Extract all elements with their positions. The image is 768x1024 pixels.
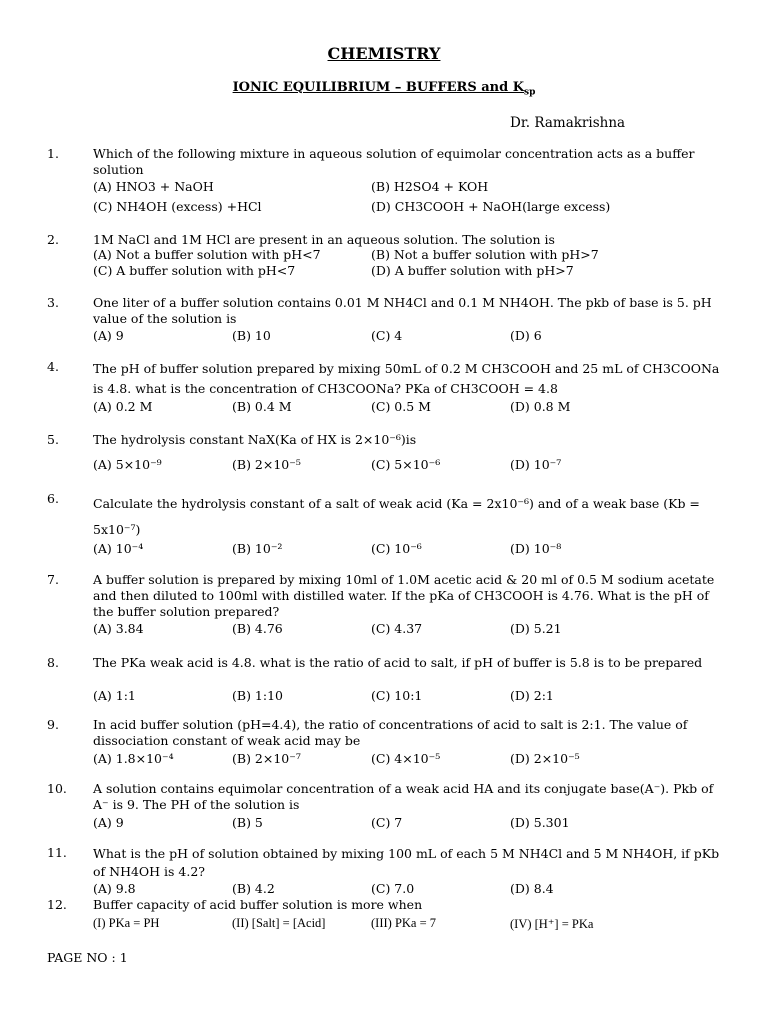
option-d: (D) 6 [510,328,542,343]
question-text: Buffer capacity of acid buffer solution is more when [93,897,423,912]
option-b: (B) 10 [232,328,271,343]
option-c: (C) 4.37 [371,621,423,636]
question-number: 4. [47,359,59,374]
option-c: (C) 10⁻⁶ [371,541,422,556]
options-row [93,399,733,415]
option-c: (C) NH4OH (excess) +HCl [93,199,262,214]
question-number: 1. [47,146,59,161]
question-number: 3. [47,295,59,310]
option-d: (D) A buffer solution with pH>7 [371,263,574,278]
author-name: Dr. Ramakrishna [510,115,626,131]
question-number: 5. [47,432,59,447]
option-a: (A) 9 [93,815,124,830]
options-row [93,457,733,473]
option-b: (B) Not a buffer solution with pH>7 [371,247,599,262]
option-c: (C) A buffer solution with pH<7 [93,263,296,278]
option-d: (D) 10⁻⁷ [510,457,562,472]
option-a: (A) 9.8 [93,881,136,896]
options-row [93,541,733,557]
option-a: (A) 1:1 [93,688,136,703]
option-c: (C) 10:1 [371,688,423,703]
option-a: (A) Not a buffer solution with pH<7 [93,247,321,262]
question-text: What is the pH of solution obtained by mixing 100 mL of each 5 M NH4Cl and 5 M NH4OH, if pKb of NH4OH is 4.2? [93,846,720,879]
question-text: A solution contains equimolar concentration of a weak acid HA and its conjugate base(A⁻). Pkb of A⁻ is 9. The PH of the solution is [93,781,714,812]
option-d: (D) 10⁻⁸ [510,541,562,556]
question-text: The PKa weak acid is 4.8. what is the ratio of acid to salt, if pH of buffer is 5.8 is to be prepared [93,655,703,670]
option-d: (D) 8.4 [510,881,554,896]
option-ii: (II) [Salt] = [Acid] [232,916,326,930]
page-subtitle: IONIC EQUILIBRIUM – BUFFERS and $K_{sp}$ [232,80,536,98]
option-b: (B) 2×10⁻⁷ [232,751,301,766]
question-text: A buffer solution is prepared by mixing 10ml of 1.0M acetic acid & 20 ml of 0.5 M sodium acetate and then diluted to 100ml with distilled water. If the pKa of CH3COOH is 4.76. What is the pH of the buffer solution prepared? [93,572,715,619]
question-text: Calculate the hydrolysis constant of a salt of weak acid (Ka = 2x10⁻⁶) and of a weak base (Kb = 5x10⁻⁷) [93,496,700,537]
question-number: 6. [47,491,59,506]
options-row [93,328,733,344]
question-text: Which of the following mixture in aqueous solution of equimolar concentration acts as a buffer solution [93,146,695,177]
question-number: 8. [47,655,59,670]
question-number: 9. [47,717,59,732]
option-d: (D) 5.21 [510,621,562,636]
option-c: (C) 7.0 [371,881,415,896]
option-b: (B) H2SO4 + KOH [371,179,489,194]
question-text: 1M NaCl and 1M HCl are present in an aqueous solution. The solution is [93,232,555,247]
option-a: (A) 9 [93,328,124,343]
question-number: 10. [47,781,67,796]
page-title: CHEMISTRY [327,44,441,63]
option-b: (B) 0.4 M [232,399,292,414]
option-b: (B) 4.76 [232,621,283,636]
option-b: (B) 2×10⁻⁵ [232,457,301,472]
options-row [93,688,733,704]
option-d: (D) 5.301 [510,815,570,830]
options-row [93,179,733,195]
option-c: (C) 0.5 M [371,399,431,414]
option-b: (B) 10⁻² [232,541,283,556]
options-row [93,751,733,767]
question-number: 11. [47,845,67,860]
options-row [93,881,733,897]
option-b: (B) 4.2 [232,881,275,896]
option-d: (D) 2×10⁻⁵ [510,751,580,766]
options-row [93,916,733,932]
option-a: (A) 10⁻⁴ [93,541,144,556]
options-row [93,247,733,263]
option-a: (A) HNO3 + NaOH [93,179,214,194]
option-b: (B) 1:10 [232,688,283,703]
options-row [93,621,733,637]
option-d: (D) 0.8 M [510,399,571,414]
option-iv: (IV) [H⁺] = PKa [510,917,594,931]
option-b: (B) 5 [232,815,263,830]
question-number: 7. [47,572,59,587]
option-a: (A) 5×10⁻⁹ [93,457,162,472]
question-number: 12. [47,897,67,912]
question-text: The pH of buffer solution prepared by mixing 50mL of 0.2 M CH3COOH and 25 mL of CH3COONa is 4.8. what is the concentration of CH3COONa? PKa of CH3COOH = 4.8 [93,361,720,396]
option-c: (C) 5×10⁻⁶ [371,457,441,472]
option-c: (C) 4×10⁻⁵ [371,751,441,766]
option-iii: (III) PKa = 7 [371,916,437,930]
page-number-footer: PAGE NO : 1 [47,950,128,965]
options-row [93,263,733,279]
question-text: The hydrolysis constant NaX(Ka of HX is 2×10⁻⁶)is [93,432,417,447]
question-text: In acid buffer solution (pH=4.4), the ratio of concentrations of acid to salt is 2:1. The value of dissociation constant of weak acid may be [93,717,688,748]
option-d: (D) CH3COOH + NaOH(large excess) [371,199,611,214]
option-c: (C) 4 [371,328,403,343]
options-row [93,199,733,215]
option-a: (A) 3.84 [93,621,144,636]
option-i: (I) PKa = PH [93,916,160,930]
option-a: (A) 1.8×10⁻⁴ [93,751,174,766]
question-text: One liter of a buffer solution contains 0.01 M NH4Cl and 0.1 M NH4OH. The pkb of base is 5. pH value of the solution is [93,295,712,326]
option-d: (D) 2:1 [510,688,554,703]
options-row [93,815,733,831]
question-number: 2. [47,232,59,247]
option-c: (C) 7 [371,815,403,830]
option-a: (A) 0.2 M [93,399,153,414]
